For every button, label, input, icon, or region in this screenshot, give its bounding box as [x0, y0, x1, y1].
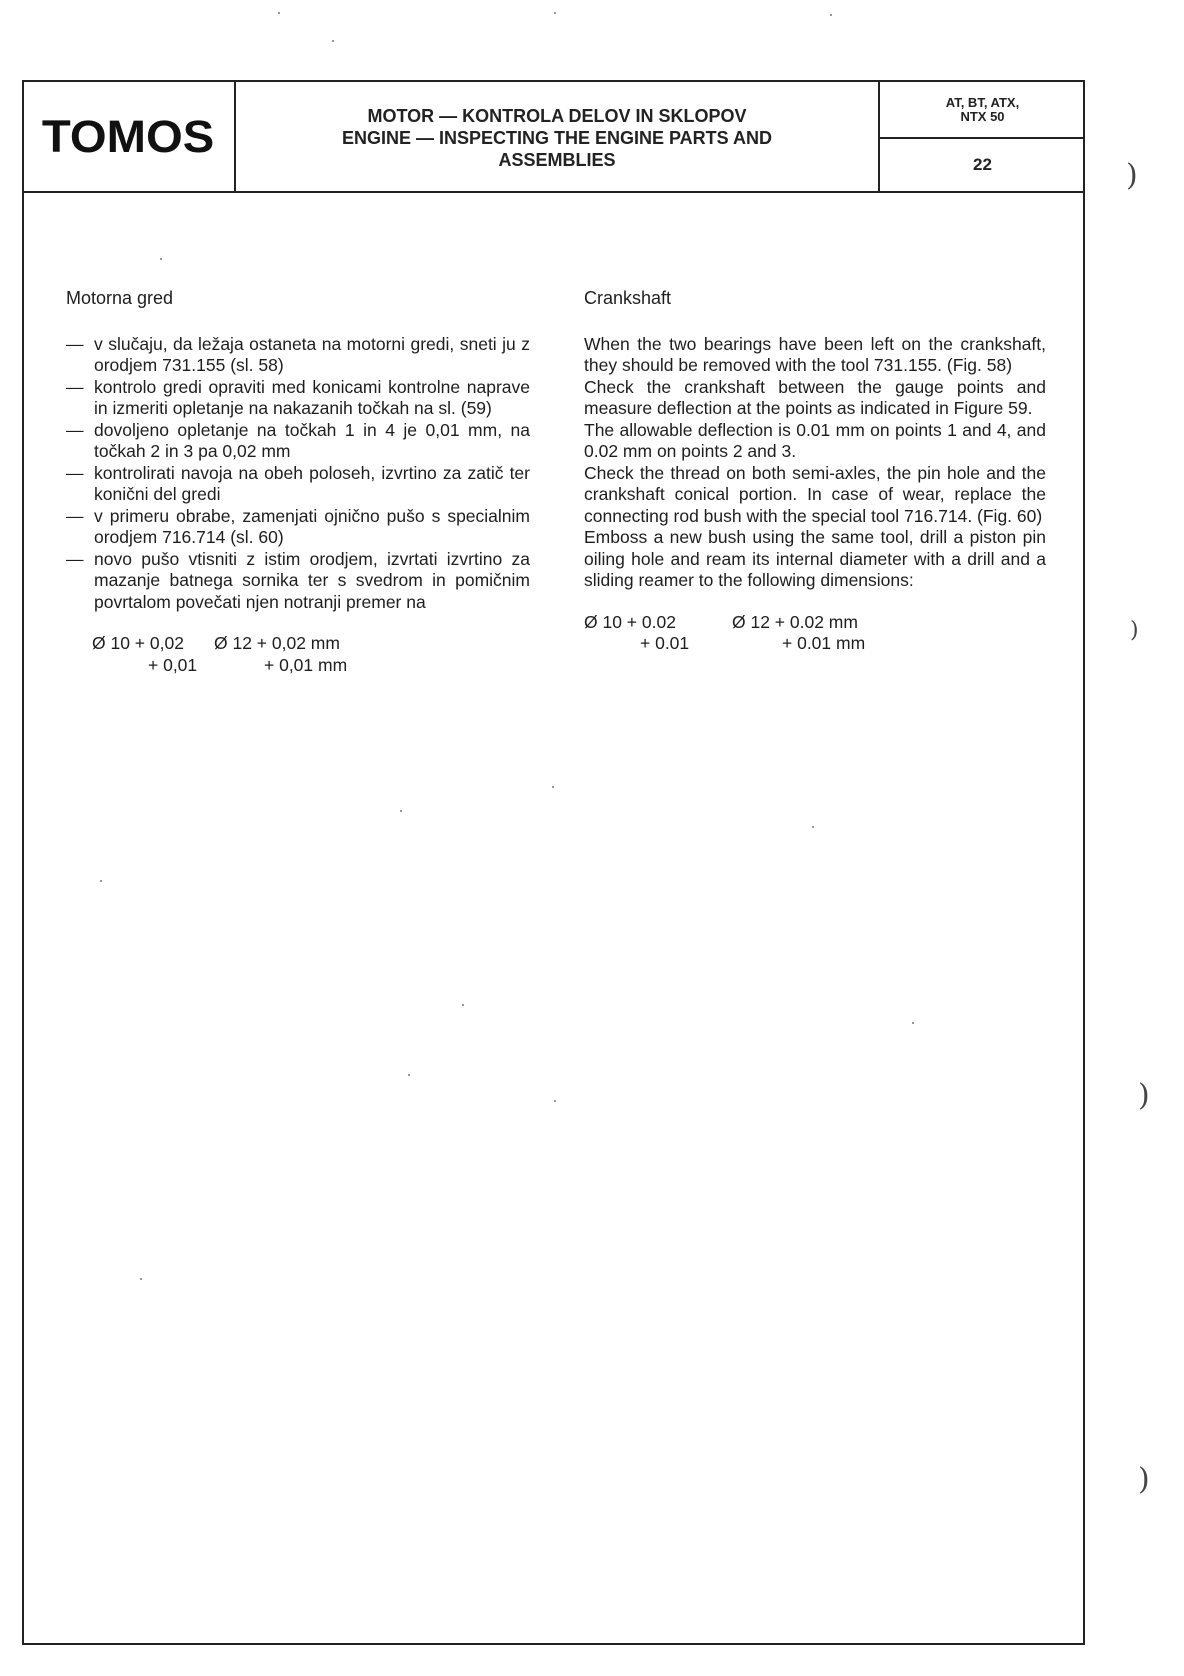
scan-speck — [408, 1074, 410, 1076]
left-dimensions — [66, 633, 530, 676]
dim-12-upper: Ø 12 + 0,02 mm — [214, 633, 340, 653]
punch-hole-mark: ) — [1130, 618, 1139, 643]
scan-speck — [100, 880, 102, 882]
list-item: — v primeru obrabe, zamenjati ojnično pušo s specialnim orodjem 716.714 (sl. 60) — [66, 505, 530, 547]
scan-speck — [554, 1100, 556, 1102]
scan-speck — [332, 40, 334, 42]
dim-12-lower: + 0.01 mm — [782, 633, 866, 653]
model-list — [880, 82, 1085, 139]
list-item: — kontrolirati navoja na obeh poloseh, izvrtino za zatič ter konični del gredi — [66, 462, 530, 504]
title-line-2: ENGINE — INSPECTING THE ENGINE PARTS AND — [341, 127, 773, 148]
dim-12-lower: + 0,01 mm — [264, 654, 348, 675]
list-item: — kontrolo gredi opraviti med konicami kontrolne naprave in izmeriti opletanje na nakazanih točkah na sl. (59) — [66, 376, 530, 418]
dim-10-upper: Ø 10 + 0.02 — [584, 611, 676, 632]
scan-speck — [400, 810, 402, 812]
paragraph: The allowable deflection is 0.01 mm on points 1 and 4, and 0.02 mm on points 2 and 3. — [584, 419, 1046, 461]
left-item-list — [66, 334, 530, 614]
scan-speck — [552, 786, 554, 788]
dim-10-lower: + 0.01 — [640, 633, 690, 653]
info-cell — [880, 82, 1085, 191]
punch-hole-mark: ) — [1138, 1078, 1150, 1113]
left-heading: Motorna gred — [66, 288, 174, 308]
paragraph: Emboss a new bush using the same tool, drill a piston pin oiling hole and ream its internal diameter with a drill and a sliding reamer to the following dimensions: — [584, 527, 1046, 590]
tomos-logo: TOMOS — [41, 110, 215, 162]
scan-speck — [830, 14, 832, 16]
punch-hole-mark: ) — [1126, 158, 1138, 193]
logo-cell — [22, 82, 236, 191]
models-line-1: AT, BT, ATX, — [945, 94, 1020, 110]
list-item: — dovoljeno opletanje na točkah 1 in 4 je 0,01 mm, na točkah 2 in 3 pa 0,02 mm — [66, 419, 530, 461]
page-header — [22, 80, 1085, 193]
punch-hole-mark: ) — [1138, 1462, 1150, 1497]
left-column-slovenian — [66, 288, 530, 676]
scan-speck — [912, 1022, 914, 1024]
paragraph: Check the crankshaft between the gauge points and measure deflection at the points as indicated in Figure 59. — [584, 376, 1046, 418]
dim-10-lower: + 0,01 — [148, 654, 198, 675]
right-column-english — [584, 288, 1046, 655]
right-heading: Crankshaft — [584, 288, 672, 308]
scan-speck — [278, 12, 280, 14]
list-item: — v slučaju, da ležaja ostaneta na motorni gredi, sneti ju z orodjem 731.155 (sl. 58) — [66, 333, 530, 375]
scan-speck — [462, 1004, 464, 1006]
scan-speck — [140, 1278, 142, 1280]
right-dimensions — [584, 612, 1046, 655]
scan-speck — [160, 258, 162, 260]
scan-speck — [812, 826, 814, 828]
list-item: — novo pušo vtisniti z istim orodjem, izvrtati izvrtino za mazanje batnega sornika ter s svedrom in pomičnim povrtalom povečati njen notranji premer na — [66, 548, 530, 612]
document-title — [236, 82, 880, 191]
page-number: 22 — [973, 155, 992, 174]
dim-10-upper: Ø 10 + 0,02 — [92, 633, 184, 653]
models-line-2: NTX 50 — [960, 108, 1005, 124]
paragraph: Check the thread on both semi-axles, the pin hole and the crankshaft conical portion. In case of wear, replace the connecting rod bush with the special tool 716.714. (Fig. 60) — [584, 462, 1046, 526]
title-line-3: ASSEMBLIES — [498, 149, 616, 170]
dim-12-upper: Ø 12 + 0.02 mm — [732, 611, 858, 632]
scan-speck — [554, 12, 556, 14]
title-line-1: MOTOR — KONTROLA DELOV IN SKLOPOV — [367, 105, 747, 126]
paragraph: When the two bearings have been left on the crankshaft, they should be removed with the tool 731.155. (Fig. 58) — [584, 333, 1046, 375]
